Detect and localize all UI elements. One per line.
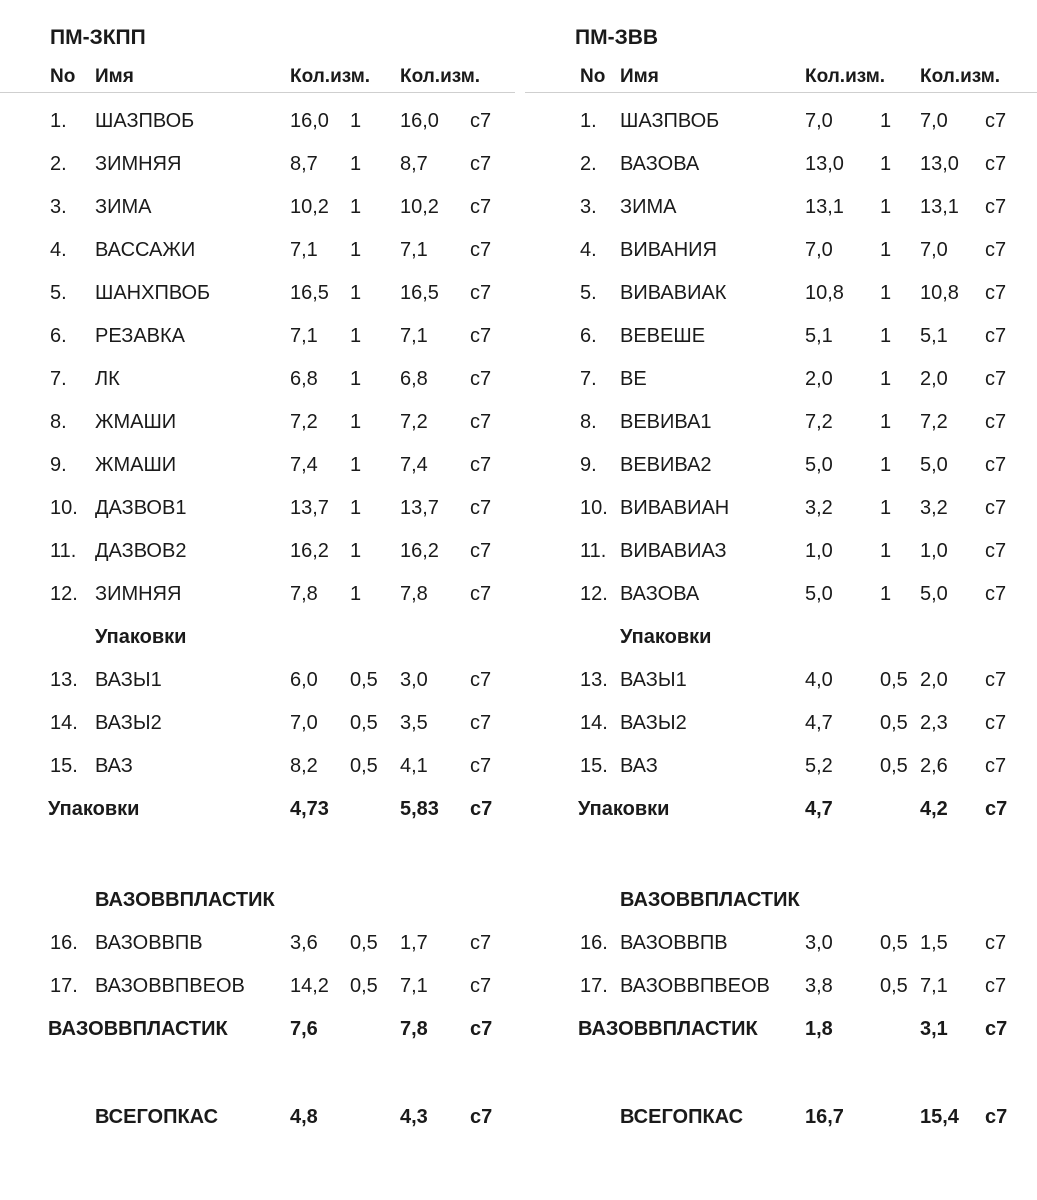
- subtotal-row-value-1: 4,7: [805, 798, 833, 820]
- row-number: 2.: [50, 153, 67, 175]
- row-factor: 1: [350, 196, 362, 218]
- row-unit: с7: [985, 932, 1007, 954]
- subtotal-row-unit: с7: [470, 1018, 493, 1040]
- row-value-2: 7,0: [920, 239, 948, 261]
- row-unit: с7: [470, 669, 492, 691]
- subtotal-row-value-1: 1,8: [805, 1018, 833, 1040]
- report-title-text: ПМ-ЗКПП: [50, 26, 146, 49]
- row-name: ЗИМНЯЯ: [95, 583, 182, 605]
- row-number: 10.: [580, 497, 608, 519]
- subsection-title-text: Упаковки: [620, 626, 712, 648]
- row-name: ВАЗ: [95, 755, 133, 777]
- row-number: 16.: [580, 932, 608, 954]
- grand-total-unit: с7: [985, 1106, 1008, 1128]
- row-factor: 0,5: [350, 712, 378, 734]
- subsection-title-text: ВАЗОВВПЛАСТИК: [620, 889, 800, 911]
- row-factor: 1: [880, 583, 892, 605]
- row-factor: 0,5: [350, 932, 378, 954]
- row-factor: 1: [880, 196, 892, 218]
- row-value-2: 6,8: [400, 368, 428, 390]
- row-number: 6.: [50, 325, 67, 347]
- row-value-1: 4,7: [805, 712, 833, 734]
- subsection-title-text: ВАЗОВВПЛАСТИК: [95, 889, 275, 911]
- row-unit: с7: [470, 325, 492, 347]
- row-value-1: 4,0: [805, 669, 833, 691]
- row-name: ВАССАЖИ: [95, 239, 196, 261]
- row-value-1: 5,0: [805, 583, 833, 605]
- row-name: ДАЗВОВ1: [95, 497, 187, 519]
- row-factor: 1: [350, 583, 362, 605]
- row-value-1: 6,0: [290, 669, 318, 691]
- row-unit: с7: [985, 282, 1007, 304]
- row-unit: с7: [470, 239, 492, 261]
- row-value-2: 7,1: [400, 975, 428, 997]
- subtotal-row-value-2: 7,8: [400, 1018, 428, 1040]
- row-factor: 1: [350, 368, 362, 390]
- row-unit: с7: [985, 196, 1007, 218]
- row-factor: 1: [880, 325, 892, 347]
- row-value-1: 7,0: [805, 110, 833, 132]
- row-unit: с7: [470, 755, 492, 777]
- row-unit: с7: [470, 153, 492, 175]
- row-value-1: 3,2: [805, 497, 833, 519]
- row-name: ВАЗЫ1: [95, 669, 162, 691]
- row-unit: с7: [985, 975, 1007, 997]
- row-unit: с7: [470, 932, 492, 954]
- row-value-2: 4,1: [400, 755, 428, 777]
- row-number: 3.: [50, 196, 67, 218]
- row-value-2: 5,1: [920, 325, 948, 347]
- row-name: ВИВАВИАЗ: [620, 540, 727, 562]
- row-factor: 0,5: [880, 975, 908, 997]
- row-unit: с7: [985, 239, 1007, 261]
- row-value-1: 8,2: [290, 755, 318, 777]
- row-value-1: 7,4: [290, 454, 318, 476]
- row-number: 1.: [580, 110, 597, 132]
- report-title-text: ПМ-ЗВВ: [575, 26, 659, 49]
- row-value-2: 3,2: [920, 497, 948, 519]
- row-value-1: 16,2: [290, 540, 329, 562]
- row-name: ЛК: [95, 368, 120, 390]
- row-unit: с7: [985, 755, 1007, 777]
- row-number: 2.: [580, 153, 597, 175]
- row-factor: 1: [350, 411, 362, 433]
- row-value-2: 16,2: [400, 540, 439, 562]
- row-number: 5.: [580, 282, 597, 304]
- row-value-1: 1,0: [805, 540, 833, 562]
- subtotal-row-unit: с7: [985, 798, 1008, 820]
- row-number: 3.: [580, 196, 597, 218]
- row-factor: 0,5: [350, 669, 378, 691]
- header-qty-2: Кол.изм.: [920, 66, 1001, 87]
- row-number: 12.: [50, 583, 78, 605]
- row-number: 14.: [580, 712, 608, 734]
- row-factor: 1: [350, 540, 362, 562]
- row-unit: с7: [985, 153, 1007, 175]
- row-name: ВАЗЫ2: [95, 712, 162, 734]
- header-qty-1: Кол.изм.: [290, 66, 371, 87]
- row-value-2: 13,0: [920, 153, 959, 175]
- row-value-1: 10,8: [805, 282, 844, 304]
- row-number: 10.: [50, 497, 78, 519]
- row-factor: 1: [350, 153, 362, 175]
- row-value-2: 1,5: [920, 932, 948, 954]
- row-value-1: 5,2: [805, 755, 833, 777]
- row-name: ВЕВИВА1: [620, 411, 712, 433]
- subtotal-row-value-1: 7,6: [290, 1018, 318, 1040]
- subtotal-row-label: ВАЗОВВПЛАСТИК: [578, 1018, 758, 1040]
- row-number: 4.: [50, 239, 67, 261]
- row-value-2: 7,1: [920, 975, 948, 997]
- row-unit: с7: [985, 669, 1007, 691]
- row-value-1: 5,1: [805, 325, 833, 347]
- row-number: 9.: [580, 454, 597, 476]
- row-factor: 1: [350, 239, 362, 261]
- row-number: 17.: [580, 975, 608, 997]
- row-name: ВИВАВИАК: [620, 282, 727, 304]
- subtotal-row-value-2: 5,83: [400, 798, 439, 820]
- subtotal-row-unit: с7: [985, 1018, 1008, 1040]
- row-name: ВИВАНИЯ: [620, 239, 717, 261]
- row-value-1: 16,5: [290, 282, 329, 304]
- row-unit: с7: [470, 454, 492, 476]
- row-number: 6.: [580, 325, 597, 347]
- row-name: ВАЗОВВПВ: [95, 932, 203, 954]
- header-name: Имя: [620, 66, 659, 87]
- row-unit: с7: [985, 497, 1007, 519]
- row-name: ВЕВЕШЕ: [620, 325, 706, 347]
- row-value-1: 7,2: [805, 411, 833, 433]
- row-factor: 1: [350, 325, 362, 347]
- row-unit: с7: [470, 368, 492, 390]
- row-name: ВЕ: [620, 368, 647, 390]
- row-factor: 0,5: [880, 932, 908, 954]
- subtotal-row-unit: с7: [470, 798, 493, 820]
- row-number: 8.: [580, 411, 597, 433]
- grand-total-value-1: 4,8: [290, 1106, 318, 1128]
- row-value-2: 1,7: [400, 932, 428, 954]
- row-number: 7.: [50, 368, 67, 390]
- row-number: 11.: [580, 540, 607, 562]
- row-factor: 1: [880, 282, 892, 304]
- row-value-2: 7,8: [400, 583, 428, 605]
- row-name: ВАЗОВВПВ: [620, 932, 728, 954]
- row-number: 11.: [50, 540, 77, 562]
- row-number: 9.: [50, 454, 67, 476]
- row-number: 15.: [580, 755, 608, 777]
- row-value-1: 2,0: [805, 368, 833, 390]
- row-value-2: 2,0: [920, 669, 948, 691]
- row-number: 4.: [580, 239, 597, 261]
- grand-total-value-1: 16,7: [805, 1106, 844, 1128]
- row-name: ШАЗПВОБ: [95, 110, 195, 132]
- row-factor: 0,5: [880, 755, 908, 777]
- row-number: 16.: [50, 932, 78, 954]
- header-rule: [0, 92, 515, 93]
- row-number: 1.: [50, 110, 67, 132]
- row-value-2: 7,1: [400, 239, 428, 261]
- row-value-2: 10,2: [400, 196, 439, 218]
- row-factor: 0,5: [350, 755, 378, 777]
- header-qty-2: Кол.изм.: [400, 66, 481, 87]
- row-value-1: 6,8: [290, 368, 318, 390]
- row-unit: с7: [470, 497, 492, 519]
- grand-total-value-2: 15,4: [920, 1106, 959, 1128]
- row-name: ВАЗОВВПВЕОВ: [95, 975, 245, 997]
- row-value-1: 7,1: [290, 239, 318, 261]
- row-value-2: 1,0: [920, 540, 948, 562]
- row-factor: 1: [880, 110, 892, 132]
- header-rule: [525, 92, 1037, 93]
- row-value-1: 3,8: [805, 975, 833, 997]
- row-name: ВАЗ: [620, 755, 658, 777]
- row-number: 7.: [580, 368, 597, 390]
- header-no: Nо: [580, 66, 606, 87]
- row-name: ШАЗПВОБ: [620, 110, 720, 132]
- row-name: ВАЗЫ2: [620, 712, 687, 734]
- row-name: ВАЗОВВПВЕОВ: [620, 975, 770, 997]
- row-factor: 0,5: [350, 975, 378, 997]
- row-unit: с7: [470, 583, 492, 605]
- row-name: ВАЗЫ1: [620, 669, 687, 691]
- header-no: Nо: [50, 66, 76, 87]
- row-unit: с7: [985, 110, 1007, 132]
- row-value-1: 8,7: [290, 153, 318, 175]
- row-value-1: 3,6: [290, 932, 318, 954]
- row-unit: с7: [985, 712, 1007, 734]
- row-value-1: 7,8: [290, 583, 318, 605]
- row-value-1: 10,2: [290, 196, 329, 218]
- row-value-1: 7,1: [290, 325, 318, 347]
- row-unit: с7: [985, 454, 1007, 476]
- row-factor: 1: [350, 282, 362, 304]
- subtotal-row-label: Упаковки: [578, 798, 670, 820]
- row-factor: 1: [880, 239, 892, 261]
- row-value-2: 2,6: [920, 755, 948, 777]
- row-value-2: 7,4: [400, 454, 428, 476]
- row-value-2: 13,1: [920, 196, 959, 218]
- row-value-2: 7,2: [920, 411, 948, 433]
- row-name: ВАЗОВА: [620, 153, 700, 175]
- row-value-2: 7,2: [400, 411, 428, 433]
- row-number: 12.: [580, 583, 608, 605]
- row-factor: 0,5: [880, 669, 908, 691]
- row-name: ЗИМА: [95, 196, 152, 218]
- subtotal-row-value-2: 4,2: [920, 798, 948, 820]
- row-factor: 1: [880, 153, 892, 175]
- row-factor: 1: [880, 411, 892, 433]
- row-number: 15.: [50, 755, 78, 777]
- row-value-1: 13,1: [805, 196, 844, 218]
- row-value-1: 14,2: [290, 975, 329, 997]
- row-value-2: 16,0: [400, 110, 439, 132]
- row-unit: с7: [470, 975, 492, 997]
- row-value-2: 5,0: [920, 454, 948, 476]
- row-value-2: 5,0: [920, 583, 948, 605]
- row-number: 14.: [50, 712, 78, 734]
- row-value-1: 3,0: [805, 932, 833, 954]
- row-name: ЗИМНЯЯ: [95, 153, 182, 175]
- row-factor: 1: [350, 110, 362, 132]
- row-value-1: 13,0: [805, 153, 844, 175]
- row-unit: с7: [470, 540, 492, 562]
- grand-total-value-2: 4,3: [400, 1106, 428, 1128]
- row-number: 13.: [50, 669, 78, 691]
- row-factor: 0,5: [880, 712, 908, 734]
- row-value-2: 16,5: [400, 282, 439, 304]
- row-value-2: 2,0: [920, 368, 948, 390]
- row-value-2: 3,5: [400, 712, 428, 734]
- subsection-title-text: Упаковки: [95, 626, 187, 648]
- row-unit: с7: [470, 712, 492, 734]
- row-value-1: 5,0: [805, 454, 833, 476]
- header-name: Имя: [95, 66, 134, 87]
- row-value-1: 7,0: [805, 239, 833, 261]
- subtotal-row-label: ВАЗОВВПЛАСТИК: [48, 1018, 228, 1040]
- grand-total-unit: с7: [470, 1106, 493, 1128]
- row-name: ВИВАВИАН: [620, 497, 730, 519]
- row-unit: с7: [470, 411, 492, 433]
- row-name: ЖМАШИ: [95, 411, 177, 433]
- row-unit: с7: [985, 368, 1007, 390]
- row-factor: 1: [880, 454, 892, 476]
- row-unit: с7: [985, 540, 1007, 562]
- row-number: 8.: [50, 411, 67, 433]
- row-unit: с7: [470, 110, 492, 132]
- row-unit: с7: [985, 411, 1007, 433]
- subtotal-row-label: Упаковки: [48, 798, 140, 820]
- row-number: 5.: [50, 282, 67, 304]
- subtotal-row-value-1: 4,73: [290, 798, 329, 820]
- row-factor: 1: [880, 497, 892, 519]
- row-name: ЖМАШИ: [95, 454, 177, 476]
- row-factor: 1: [350, 454, 362, 476]
- subtotal-row-value-2: 3,1: [920, 1018, 948, 1040]
- row-value-1: 13,7: [290, 497, 329, 519]
- row-value-1: 7,2: [290, 411, 318, 433]
- row-factor: 1: [880, 540, 892, 562]
- row-number: 17.: [50, 975, 78, 997]
- grand-total-label: ВСЕГОПКАС: [620, 1106, 744, 1128]
- row-unit: с7: [470, 282, 492, 304]
- row-unit: с7: [985, 583, 1007, 605]
- row-value-2: 7,0: [920, 110, 948, 132]
- row-value-1: 16,0: [290, 110, 329, 132]
- row-value-2: 7,1: [400, 325, 428, 347]
- row-name: ВЕВИВА2: [620, 454, 712, 476]
- row-unit: с7: [470, 196, 492, 218]
- grand-total-label: ВСЕГОПКАС: [95, 1106, 219, 1128]
- row-name: ЗИМА: [620, 196, 677, 218]
- row-number: 13.: [580, 669, 608, 691]
- row-value-1: 7,0: [290, 712, 318, 734]
- row-value-2: 3,0: [400, 669, 428, 691]
- row-value-2: 13,7: [400, 497, 439, 519]
- row-unit: с7: [985, 325, 1007, 347]
- row-value-2: 2,3: [920, 712, 948, 734]
- row-value-2: 8,7: [400, 153, 428, 175]
- row-name: ДАЗВОВ2: [95, 540, 187, 562]
- row-value-2: 10,8: [920, 282, 959, 304]
- row-factor: 1: [350, 497, 362, 519]
- row-name: ВАЗОВА: [620, 583, 700, 605]
- header-qty-1: Кол.изм.: [805, 66, 886, 87]
- row-name: ШАНХПВОБ: [95, 282, 211, 304]
- row-name: РЕЗАВКА: [95, 325, 185, 347]
- row-factor: 1: [880, 368, 892, 390]
